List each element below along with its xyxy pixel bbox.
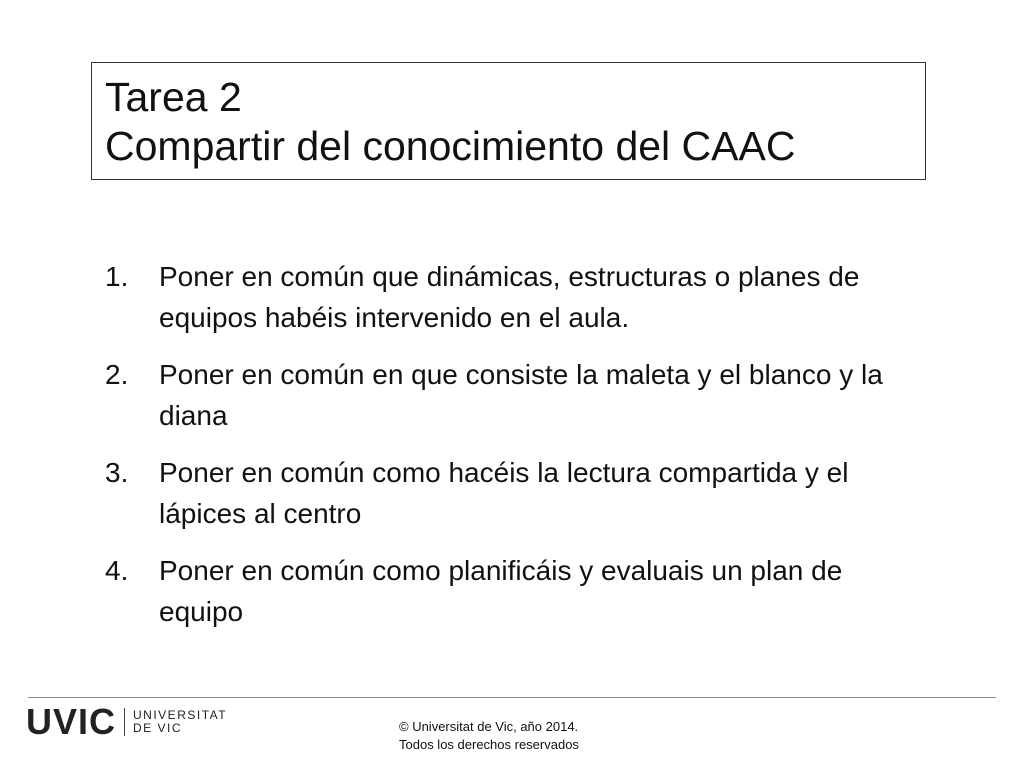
task-list-item-number: 1. <box>105 261 129 292</box>
logo-divider <box>124 708 125 736</box>
copyright-line-1: © Universitat de Vic, año 2014. <box>399 719 579 734</box>
task-list-item <box>105 256 905 338</box>
uvic-logo-text-line-1: UNIVERSITAT <box>133 708 228 722</box>
uvic-logo-text <box>133 709 227 735</box>
uvic-logo-mark: UVIC <box>26 701 117 742</box>
slide-title-line-1: Tarea 2 <box>105 74 242 120</box>
slide-title-box <box>91 62 926 180</box>
task-list-item-text: Poner en común en que consiste la maleta y el blanco y la diana <box>159 359 883 431</box>
footer-divider <box>28 697 996 698</box>
task-list-item <box>105 550 905 632</box>
task-list-item-text: Poner en común como planificáis y evaluais un plan de equipo <box>159 555 843 627</box>
task-list-item-number: 2. <box>105 359 129 390</box>
uvic-logo <box>26 701 228 742</box>
task-list-item <box>105 452 905 534</box>
slide-title-line-2: Compartir del conocimiento del CAAC <box>105 123 796 169</box>
task-list-item-number: 3. <box>105 457 129 488</box>
task-list-item <box>105 354 905 436</box>
copyright-notice <box>399 718 579 754</box>
task-list-item-text: Poner en común como hacéis la lectura compartida y el lápices al centro <box>159 457 849 529</box>
uvic-logo-text-line-2: DE VIC <box>133 721 183 735</box>
task-list <box>105 256 905 648</box>
task-list-item-number: 4. <box>105 555 129 586</box>
copyright-line-2: Todos los derechos reservados <box>399 737 579 752</box>
task-list-item-text: Poner en común que dinámicas, estructuras o planes de equipos habéis intervenido en el aula. <box>159 261 860 333</box>
